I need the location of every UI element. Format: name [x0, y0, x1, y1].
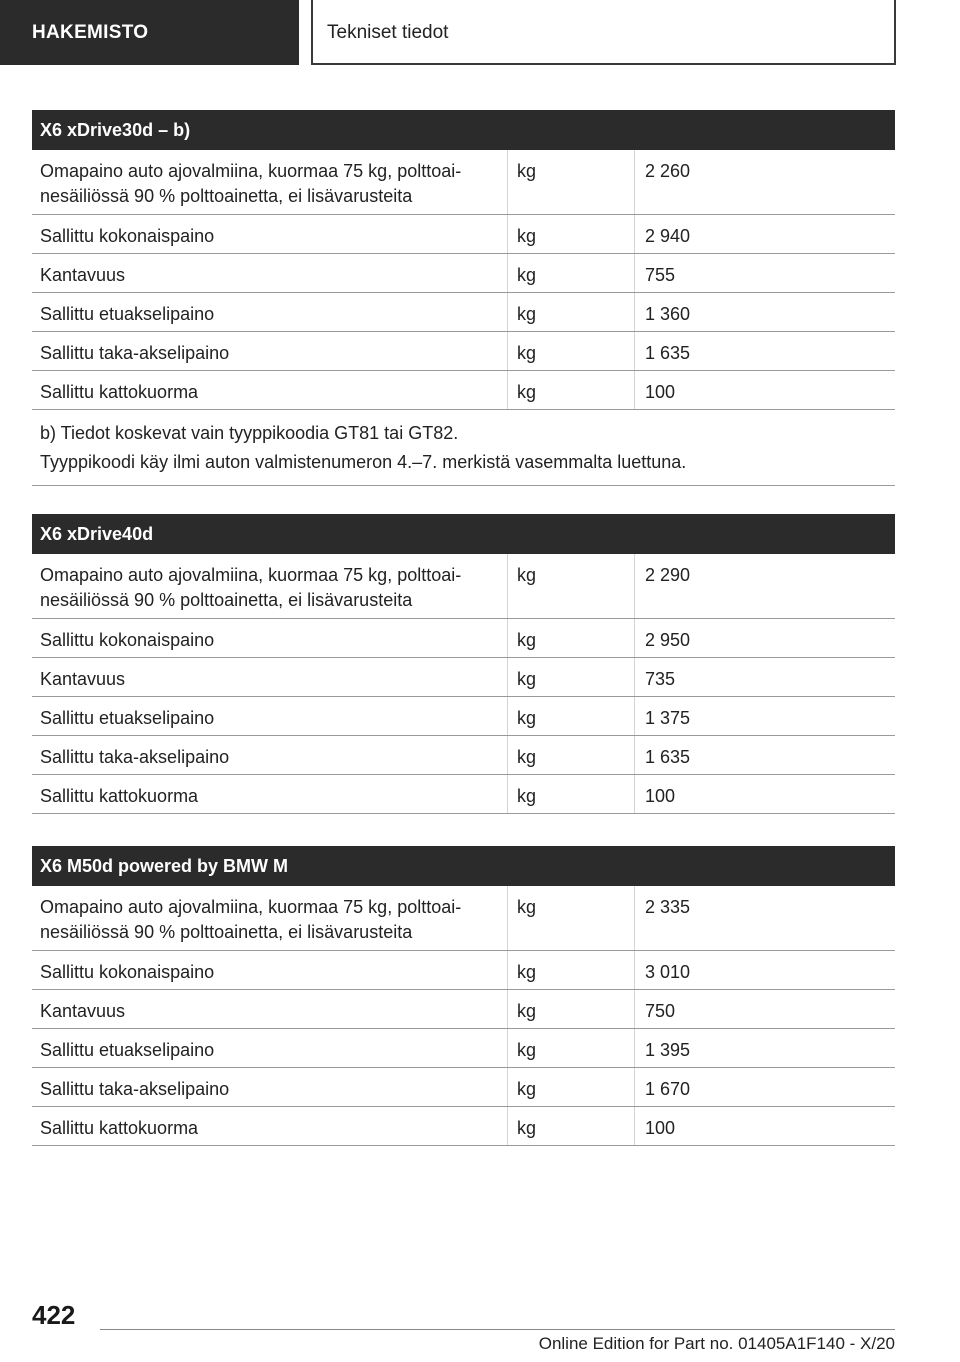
table-row [32, 332, 895, 371]
table-row [32, 1107, 895, 1146]
row-label: Sallittu etuakselipaino [40, 304, 215, 324]
row-value: 1 360 [634, 293, 895, 331]
table-row [32, 951, 895, 990]
row-value: 735 [634, 658, 895, 696]
table-title: X6 xDrive30d – b) [32, 110, 895, 150]
table-row [32, 1029, 895, 1068]
spec-table-m50d [32, 846, 895, 1146]
table-row [32, 619, 895, 658]
row-label: Sallittu kokonaispaino [40, 962, 215, 982]
row-unit: kg [507, 332, 634, 370]
row-label: Sallittu kokonaispaino [40, 226, 215, 246]
row-label: Sallittu taka-akselipaino [40, 747, 230, 767]
top-navigation-bar [0, 0, 960, 66]
spec-table-xdrive40d [32, 514, 895, 814]
row-value: 100 [634, 1107, 895, 1145]
row-value: 750 [634, 990, 895, 1028]
table-row [32, 293, 895, 332]
row-label: Omapaino auto ajovalmiina, kuormaa 75 kg, polttoai- nesäiliössä 90 % polttoainetta, ei lisävarusteita [40, 161, 462, 206]
table-row [32, 697, 895, 736]
row-unit: kg [507, 775, 634, 813]
row-value: 2 260 [634, 150, 895, 214]
table-title: X6 xDrive40d [32, 514, 895, 554]
row-unit: kg [507, 736, 634, 774]
table-footnote: b) Tiedot koskevat vain tyyppikoodia GT81 tai GT82. Tyyppikoodi käy ilmi auton valmistenumeron 4.–7. merkistä vasemmalta luettuna. [32, 410, 895, 486]
table-title: X6 M50d powered by BMW M [32, 846, 895, 886]
footer-edition-text: Online Edition for Part no. 01405A1F140 - X/20 [538, 1334, 895, 1353]
table-row [32, 215, 895, 254]
table-row [32, 658, 895, 697]
row-label: Sallittu etuakselipaino [40, 1040, 215, 1060]
index-tab[interactable]: HAKEMISTO [0, 0, 299, 65]
row-unit: kg [507, 697, 634, 735]
row-value: 2 335 [634, 886, 895, 950]
table-row [32, 990, 895, 1029]
row-value: 1 635 [634, 332, 895, 370]
row-unit: kg [507, 254, 634, 292]
row-label: Sallittu taka-akselipaino [40, 343, 230, 363]
table-row [32, 775, 895, 814]
row-unit: kg [507, 1107, 634, 1145]
row-value: 2 290 [634, 554, 895, 618]
row-value: 100 [634, 371, 895, 409]
row-label: Omapaino auto ajovalmiina, kuormaa 75 kg, polttoai- nesäiliössä 90 % polttoainetta, ei lisävarusteita [40, 565, 462, 610]
row-unit: kg [507, 658, 634, 696]
table-row [32, 886, 895, 951]
table-row [32, 554, 895, 619]
row-value: 1 635 [634, 736, 895, 774]
row-value: 1 395 [634, 1029, 895, 1067]
row-unit: kg [507, 150, 634, 214]
row-label: Omapaino auto ajovalmiina, kuormaa 75 kg, polttoai- nesäiliössä 90 % polttoainetta, ei lisävarusteita [40, 897, 462, 942]
table-row [32, 736, 895, 775]
table-row [32, 371, 895, 410]
row-label: Sallittu kattokuorma [40, 1118, 199, 1138]
row-label: Sallittu etuakselipaino [40, 708, 215, 728]
row-unit: kg [507, 554, 634, 618]
row-value: 755 [634, 254, 895, 292]
row-unit: kg [507, 371, 634, 409]
table-row [32, 254, 895, 293]
row-unit: kg [507, 1029, 634, 1067]
row-label: Sallittu kokonaispaino [40, 630, 215, 650]
row-unit: kg [507, 990, 634, 1028]
row-unit: kg [507, 215, 634, 253]
section-title-tab: Tekniset tiedot [311, 0, 896, 65]
footer-divider [100, 1329, 895, 1330]
row-unit: kg [507, 951, 634, 989]
row-unit: kg [507, 1068, 634, 1106]
row-value: 1 670 [634, 1068, 895, 1106]
row-unit: kg [507, 619, 634, 657]
row-label: Sallittu kattokuorma [40, 382, 199, 402]
page-number: 422 [32, 1300, 76, 1330]
row-label: Kantavuus [40, 669, 126, 689]
row-unit: kg [507, 886, 634, 950]
row-label: Sallittu kattokuorma [40, 786, 199, 806]
row-value: 2 950 [634, 619, 895, 657]
row-unit: kg [507, 293, 634, 331]
table-row [32, 150, 895, 215]
spec-table-xdrive30d [32, 110, 895, 486]
row-value: 3 010 [634, 951, 895, 989]
row-value: 1 375 [634, 697, 895, 735]
row-value: 100 [634, 775, 895, 813]
row-value: 2 940 [634, 215, 895, 253]
row-label: Sallittu taka-akselipaino [40, 1079, 230, 1099]
table-row [32, 1068, 895, 1107]
row-label: Kantavuus [40, 1001, 126, 1021]
row-label: Kantavuus [40, 265, 126, 285]
